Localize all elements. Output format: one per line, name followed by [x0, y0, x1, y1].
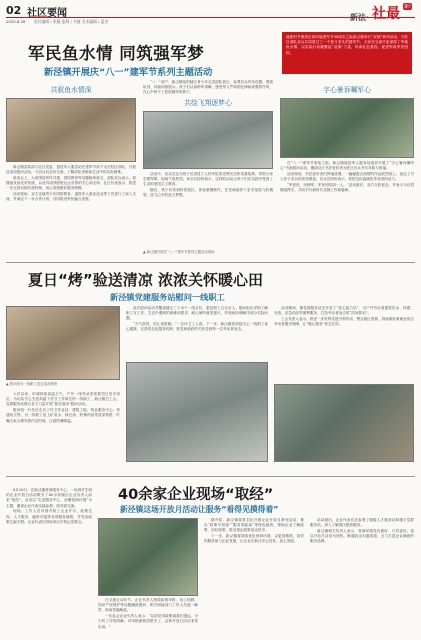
- paragraph: 活动现场，书法爱好者们挥毫泼墨，一幅幅饱含深情的作品跃然纸上，表达了对人民子弟兵的崇高敬意。官兵们纷纷表示，将把这份温暖化作前进的动力。: [280, 171, 414, 182]
- paragraph: 8月26日，在新泾镇营商服务中心，一场别开生面的企业开放日活动吸引了40余家辖区企业负责人前来“取经”。活动以“走进服务中心，读懂营商环境”为主题，邀请企业代表实地参观、面对面交流。: [6, 488, 92, 508]
- article-2: [0, 264, 421, 474]
- paragraph: 入伏以来，申城持续高温天气，户外一线劳动者顶着烈日坚守岗位。为切实关心关爱高温下坚守工作岗位的一线职工，新泾镇总工会、党群服务站联合各方力量开展“夏送清凉”慰问活动。: [6, 392, 120, 407]
- article-1-headline: 军民鱼水情 同筑强军梦: [28, 44, 205, 63]
- col-1-body: [6, 165, 136, 263]
- paragraph: 工会负责人表示，将进一步发挥党建引领作用，整合辖区资源，持续做好新就业形态劳动者服务保障，让“暖心服务”常态长效。: [274, 316, 414, 327]
- article-1-photo-1: [6, 98, 136, 162]
- paragraph: 此次慰问活动共覆盖辖区三十余个一线点位，惠及职工五百余人。慰问组还详细了解职工在工作、生活中遇到的困难和需求，耐心倾听意见建议，并现场协调解决部分实际问题。: [126, 306, 268, 321]
- section-label: 社区要闻: [27, 8, 67, 19]
- page-number: 02: [6, 4, 22, 17]
- article-3: [0, 478, 421, 640]
- paragraph: 座谈会上，大家围绕军民共建、国防教育等话题畅所欲言，部队官兵表示，将继续发扬光荣传统，以优异成绩回报社会各界的关心和支持。社区代表表示，将进一步完善双拥共建机制，用心用情做好服务保障。: [6, 175, 136, 191]
- article-2-headline: 夏日“烤”验送清凉 浓浓关怀暖心田: [28, 271, 263, 289]
- article-3-col-1: [6, 488, 92, 634]
- article-2-subhead: 新泾镇党建服务站慰问一线职工: [110, 292, 225, 302]
- paragraph: “军爱民，民拥军，军民团结如一人。”活动最后，双方合影留念，并表示今后将继续携手，共同书写新时代双拥工作新篇章。: [280, 182, 414, 193]
- article-2-photo: [6, 306, 120, 380]
- article-1-photo-2: [143, 111, 273, 169]
- article-1-col-1: [6, 84, 136, 263]
- paragraph: 在“八一”建军节来临之际，新泾镇退役军人服务站组织开展了“字心暑诉嘱军心”书画慰问活动，邀请社区书法爱好者为驻区官兵书写对联与祝福。: [280, 161, 414, 171]
- col-2-title: 共绘飞翔逐梦心: [184, 99, 232, 107]
- section-divider: [6, 476, 415, 477]
- col-3-body: [280, 161, 414, 261]
- article-2-caption: ▲ 慰问组为一线职工送去清凉物资: [6, 382, 58, 386]
- brand-logo: [372, 3, 410, 21]
- article-2-photo-3: [274, 384, 414, 462]
- paragraph: “八一”前夕，新泾镇组织辖区青少年走进部队营区，参观官兵内务设置，观看队列、体能训练展示。孩子们认真聆听讲解，感受军人严明的纪律和顽强的作风，在心中种下了爱国拥军的种子。: [143, 80, 273, 94]
- article-1: [0, 30, 421, 260]
- paragraph: 活动最后，企业代表们还参观了镇级人才服务站和楼宇党群服务站，深入了解园区配套服务。: [310, 518, 414, 528]
- paragraph: 一位参会企业负责人表示：“以前觉得政策离我们很远，今天听了详细讲解，对申报流程清楚多了，这种开放日活动非常实用。”: [98, 614, 198, 629]
- editor-credits: 责任编辑 / 张薇 监制 / 韦婕 美术编辑 / 蓝杰: [34, 19, 109, 24]
- paragraph: 据介绍，新泾镇将常态化开展企业开放月系列活动，推出“政策早知道”“服务零距离”等特色板块，帮助企业了解政策、用好政策，推动惠企政策直达快享。: [204, 518, 304, 533]
- col-1-title: 共叙鱼水情深: [50, 86, 92, 94]
- issue-date: 2025.8.28: [6, 19, 26, 24]
- paragraph: 新泾镇相关负责人表示，营商环境没有最好，只有更好。将以开放月活动为契机，畅通政企沟通渠道，全力打造企业满意的服务品牌。: [310, 528, 414, 544]
- article-3-col-2: [98, 598, 198, 634]
- article-2-col-2: [126, 306, 268, 358]
- paragraph: 在交流互动环节，企业负责人围绕政策申报、用工招聘、知识产权保护等话题踊跃提问，相关职能部门工作人员逐一解答，现场答疑解惑。: [98, 598, 198, 613]
- article-3-subhead: 新泾镇这场开放月活动让服务“看得见摸得着”: [120, 505, 279, 514]
- section-divider: [6, 262, 415, 263]
- article-3-headline: 40余家企业现场“取经”: [118, 487, 274, 503]
- article-3-col-4: [310, 518, 414, 634]
- brand-small: 新法·: [350, 13, 370, 22]
- article-2-col-1: [6, 392, 120, 462]
- article-3-col-3: [204, 518, 304, 634]
- col-2-lead: [143, 80, 273, 94]
- article-1-caption: ▲ 新泾镇开展庆“八一”建军节系列主题活动现场: [143, 250, 215, 254]
- paragraph: 慰问组一行先后走访了环卫作业站、建筑工地、物业服务中心、快递站点等，为一线职工送上矿泉水、绿豆汤、防暑药品等清凉物资，叮嘱大家合理安排作息时间，注意防暑降温。: [6, 408, 120, 423]
- article-2-col-3: [274, 306, 414, 380]
- article-1-intro-box: [282, 32, 412, 74]
- article-1-intro-text: 盛夏时节暑热正浓时值建军节98周年之际新泾镇举行“双拥”系列活动，与驻区部队官兵共同度过了一个意义非凡的建军节，大家在交流中更深厚了军地鱼水情，以实际行动凝聚起“双拥”力量，传承红色基因，促进军政军民团结。: [286, 35, 408, 55]
- article-1-col-2: [143, 80, 273, 258]
- col-3-title: 字心暑诉嘱军心: [323, 86, 371, 94]
- paragraph: “天气虽热，但心里很暖。”一位环卫工人说。下一步，新泾镇将持续关心一线职工身心健康，完善常态化服务机制，把党和政府的关怀送到每一位劳动者身边。: [126, 322, 268, 332]
- masthead: [0, 0, 421, 32]
- article-1-col-3: [280, 84, 414, 261]
- article-1-subhead: 新泾镇开展庆“八一”建军节系列主题活动: [44, 67, 213, 78]
- paragraph: 现场，工作人员详细介绍了企业开办、政策兑现、人才服务、融资对接等各项服务流程，并发放政策汇编手册。企业代表们纷纷拿出手机记录要点。: [6, 509, 92, 524]
- paragraph: 新泾镇武装部与社区党委、退役军人服务站在建军节前夕走访驻区部队，开展送清凉慰问活动，与官兵们亲切交流，了解部队训练和生活中的实际困难。: [6, 165, 136, 175]
- article-3-photo: [98, 518, 198, 596]
- paragraph: 下一步，新泾镇将持续优化营商环境，以更加精准、高效的服务助力企业发展，让企业在新泾安心经营、放心发展。: [204, 534, 304, 544]
- paragraph: 活动中，官兵们还为孩子们讲述了人民军队的光辉历史和英雄故事，带领大家学唱军歌，现场气氛热烈。家长们纷纷表示，这样的活动让孩子们在实践中受到了生动的爱国主义教育。: [143, 172, 273, 187]
- article-2-photo-2: [126, 362, 268, 462]
- col-2-body: [143, 172, 273, 258]
- article-1-photo-3: [280, 98, 414, 158]
- brand-logo-text: 社最: [372, 6, 400, 22]
- brand-badge: 新!: [403, 4, 411, 10]
- paragraph: 活动现场，双方还就青少年国防教育、退役军人就业创业等工作进行了深入交流，并商定下一步合作计划，共同推进军民融合发展。: [6, 192, 136, 202]
- paragraph: 活动期间，镇党群服务站还开放了“爱心接力站”，为户外劳动者提供饮水、休憩、充电、应急药品等便利服务，打造劳动者身边的“清凉驿站”。: [274, 306, 414, 316]
- paragraph: 随后，孩子们来到科普展区，体验航模制作，在老师指导下亲手组装飞机模型，放飞心中的蓝天梦想。: [143, 188, 273, 198]
